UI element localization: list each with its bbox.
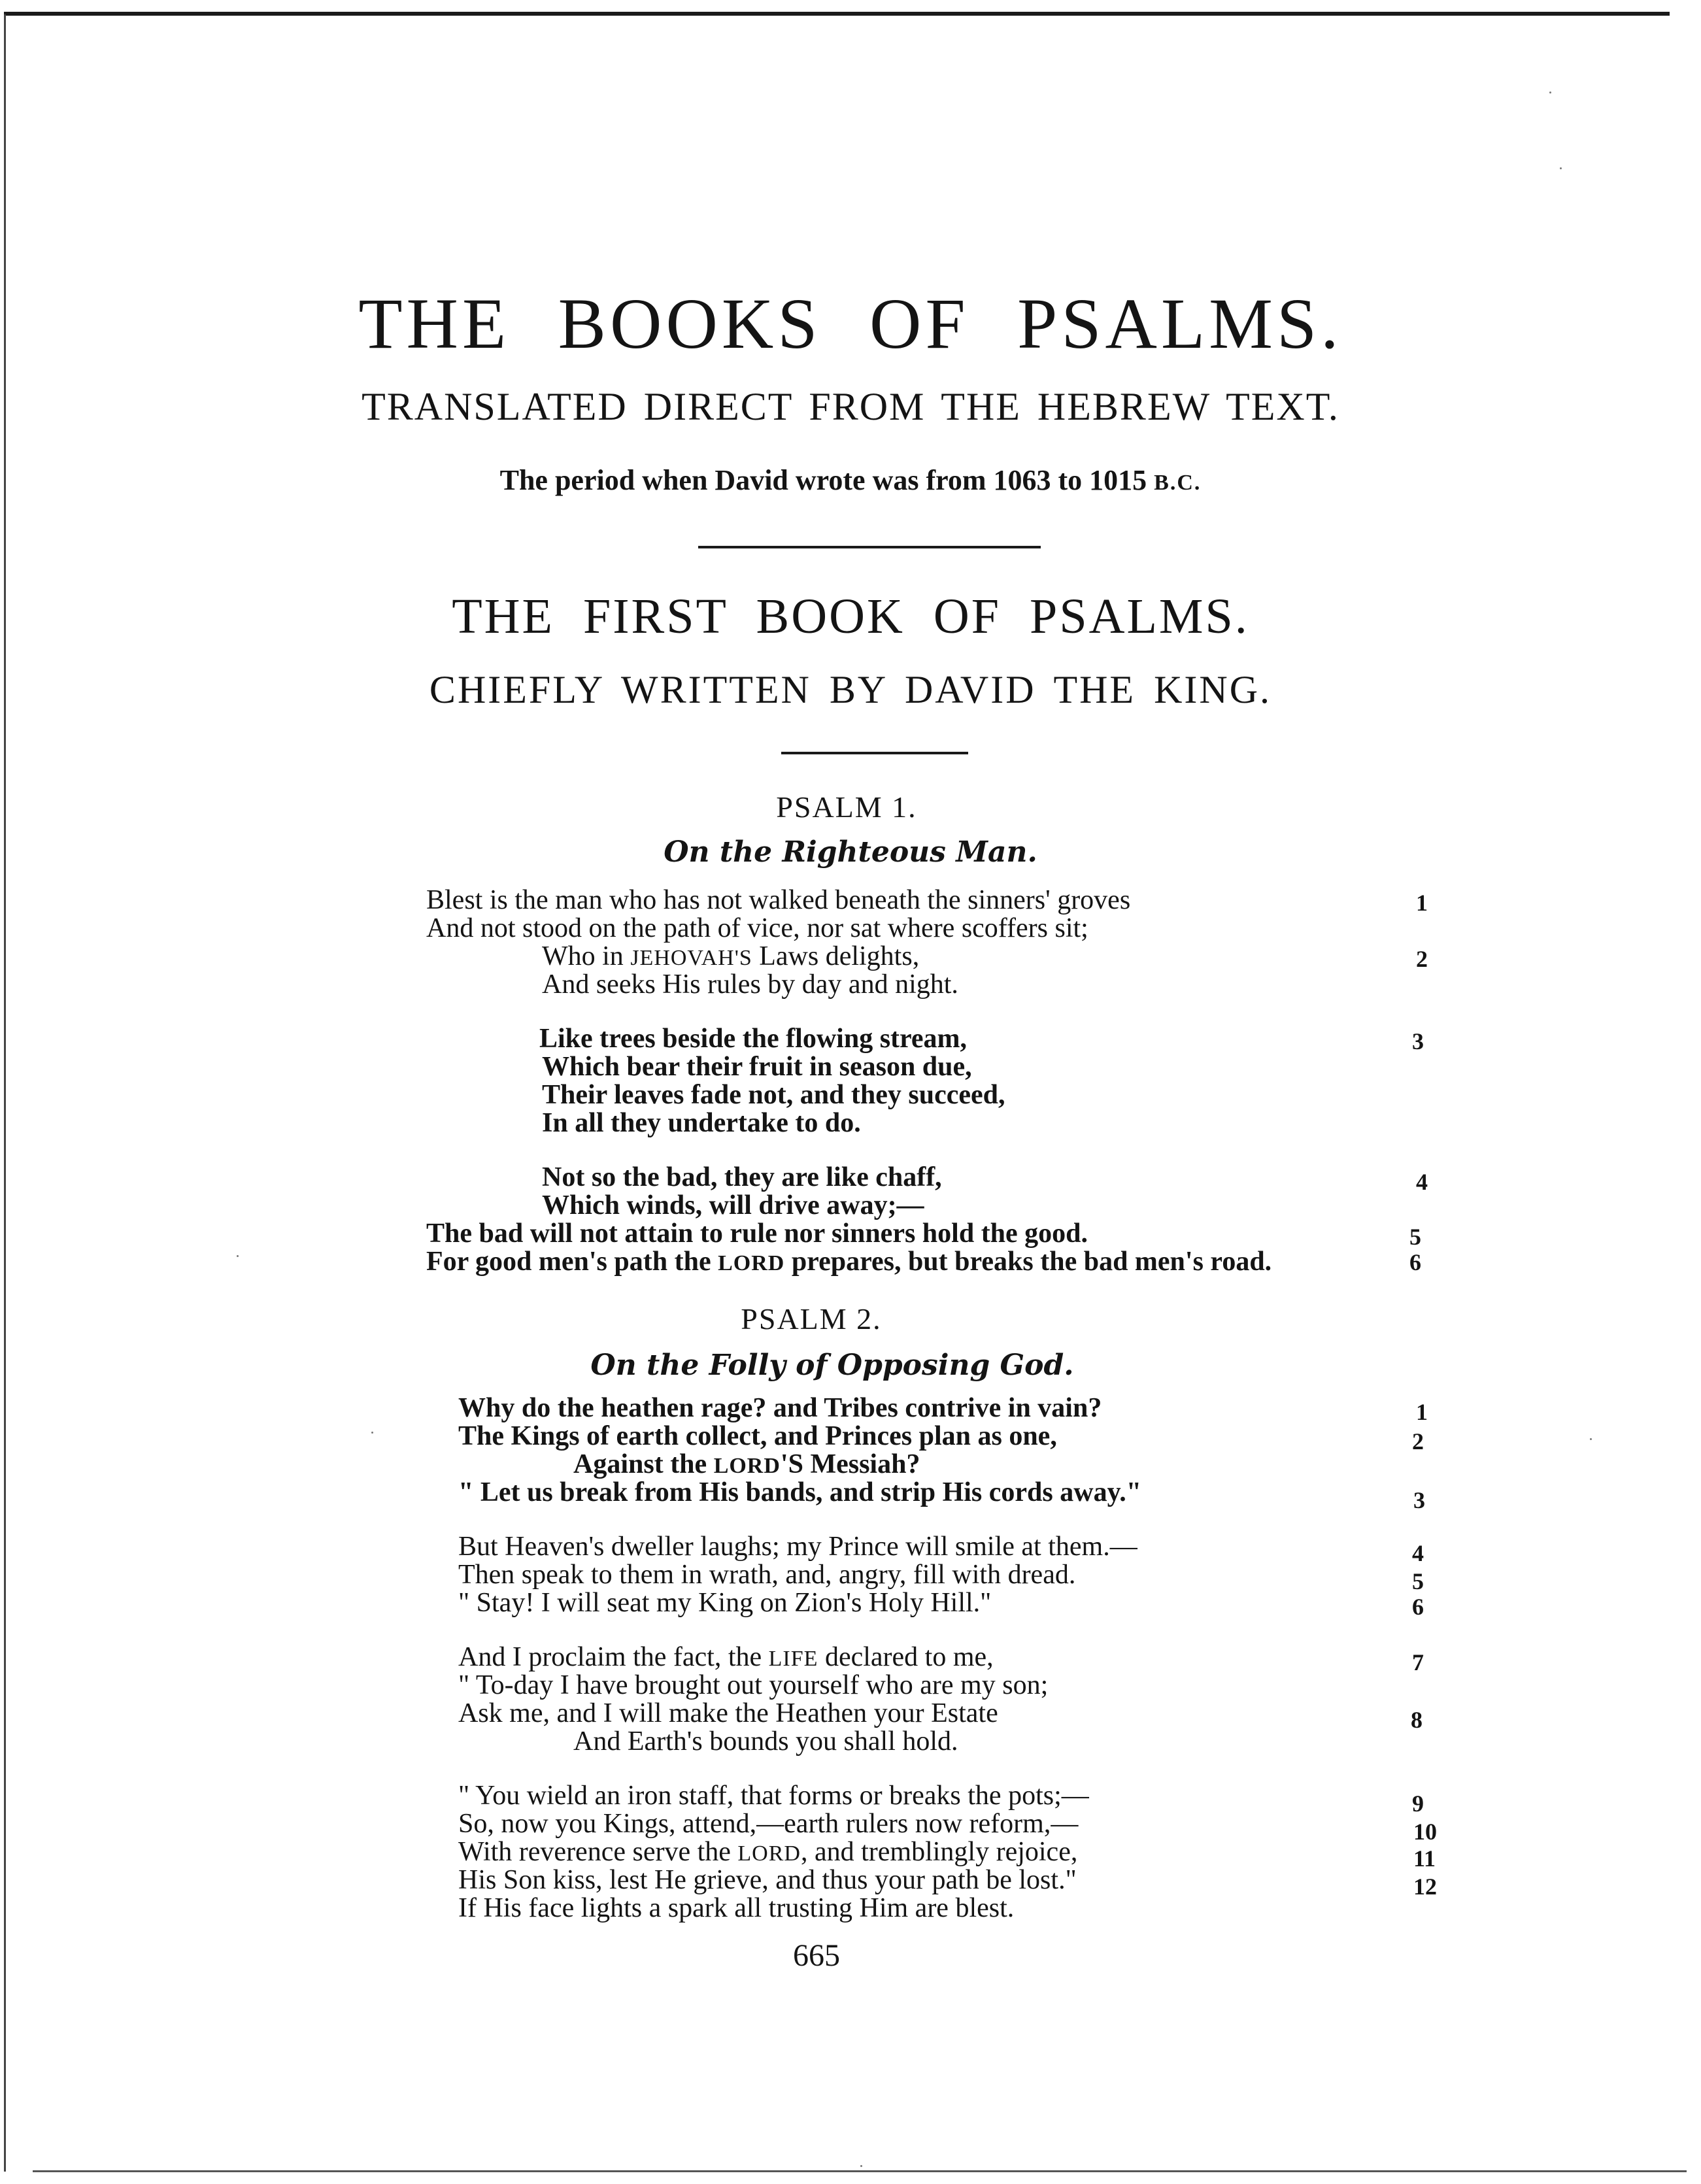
verse-number: 6 [1409, 1249, 1421, 1275]
psalm-1-line: Which winds, will drive away;— [542, 1190, 924, 1220]
psalm-1-line: The bad will not attain to rule nor sinners hold the good. [426, 1218, 1088, 1249]
psalm-2-line [458, 1838, 1077, 1866]
verse-number: 4 [1412, 1540, 1424, 1566]
book-divider [781, 752, 968, 754]
psalm-1-subheading: On the Righteous Man. [664, 835, 1037, 869]
psalm-2-heading: PSALM 2. [741, 1302, 882, 1336]
divine-name-lord: LORD [737, 1841, 801, 1866]
scan-speck [860, 2165, 862, 2167]
verse-number: 10 [1413, 1819, 1437, 1845]
book-subtitle: CHIEFLY WRITTEN BY DAVID THE KING. [429, 668, 1272, 711]
psalm-2-line-part: declared to me, [818, 1642, 994, 1672]
verse-number: 3 [1412, 1028, 1424, 1054]
psalm-2-line: Ask me, and I will make the Heathen your Estate [458, 1698, 998, 1728]
psalm-1-line: And seeks His rules by day and night. [542, 969, 958, 1000]
psalm-1-line: Their leaves fade not, and they succeed, [542, 1080, 1005, 1110]
psalm-1-line-part: Who in [542, 941, 631, 971]
psalm-2-line [458, 1643, 994, 1671]
divine-name-lord: LORD [713, 1454, 781, 1478]
period-note [0, 466, 1701, 495]
verse-number: 3 [1413, 1487, 1425, 1513]
verse-number: 6 [1412, 1594, 1424, 1620]
psalm-2-line-part: , and tremblingly rejoice, [800, 1837, 1078, 1867]
header-divider [698, 546, 1041, 548]
divine-name-life: LIFE [768, 1647, 818, 1671]
verse-number: 12 [1413, 1873, 1437, 1900]
psalm-1-line: Blest is the man who has not walked beneath the sinners' groves [426, 885, 1131, 915]
psalm-1-line-part: For good men's path the [426, 1247, 718, 1277]
verse-number: 7 [1412, 1649, 1424, 1675]
psalm-2-line: " Let us break from His bands, and strip His cords away." [458, 1477, 1142, 1507]
main-title: THE BOOKS OF PSALMS. [358, 284, 1343, 363]
psalm-2-line: But Heaven's dweller laughs; my Prince will smile at them.— [458, 1532, 1137, 1562]
psalm-1-line: Which bear their fruit in season due, [542, 1052, 972, 1082]
verse-number: 5 [1412, 1568, 1424, 1594]
psalm-2-line: And Earth's bounds you shall hold. [573, 1726, 958, 1756]
period-suffix: B.C. [1154, 471, 1202, 495]
psalm-1-line: And not stood on the path of vice, nor sat where scoffers sit; [426, 913, 1088, 943]
divine-name-lord: LORD [718, 1251, 785, 1275]
divine-name-jehovah: JEHOVAH'S [630, 946, 752, 970]
psalm-1-line-part: Laws delights, [752, 941, 920, 971]
verse-number: 5 [1409, 1224, 1421, 1250]
verse-number: 2 [1412, 1428, 1424, 1454]
psalm-2-line: Why do the heathen rage? and Tribes contrive in vain? [458, 1393, 1102, 1423]
psalm-2-line: " To-day I have brought out yourself who are my son; [458, 1670, 1049, 1700]
psalm-1-line-part: prepares, but breaks the bad men's road. [784, 1247, 1272, 1277]
book-title: THE FIRST BOOK OF PSALMS. [452, 589, 1249, 644]
verse-number: 9 [1412, 1790, 1424, 1817]
psalm-1-line [542, 943, 919, 970]
psalm-2-line: Then speak to them in wrath, and, angry, fill with dread. [458, 1560, 1076, 1590]
psalm-2-line: His Son kiss, lest He grieve, and thus your path be lost." [458, 1865, 1077, 1895]
psalm-1-line [426, 1248, 1272, 1275]
scan-speck [371, 1432, 373, 1434]
page-number: 665 [793, 1938, 840, 1973]
scan-speck [1549, 92, 1551, 93]
verse-number: 1 [1416, 1399, 1428, 1425]
main-subtitle: TRANSLATED DIRECT FROM THE HEBREW TEXT. [362, 385, 1339, 428]
psalm-2-line-part: With reverence serve the [458, 1837, 738, 1867]
top-border-rule [4, 12, 1670, 16]
psalm-1-line: Not so the bad, they are like chaff, [542, 1162, 942, 1192]
psalm-2-line: So, now you Kings, attend,—earth rulers now reform,— [458, 1809, 1079, 1839]
psalm-1-line: In all they undertake to do. [542, 1108, 861, 1138]
bottom-border-rule [33, 2170, 1687, 2172]
psalm-2-line-part: 'S Messiah? [780, 1449, 920, 1479]
psalm-2-line: The Kings of earth collect, and Princes plan as one, [458, 1421, 1057, 1451]
verse-number: 1 [1416, 890, 1428, 916]
psalm-2-line: " You wield an iron staff, that forms or breaks the pots;— [458, 1781, 1089, 1811]
psalm-1-line: Like trees beside the flowing stream, [539, 1024, 968, 1054]
scan-speck [237, 1255, 239, 1257]
psalm-2-line: If His face lights a spark all trusting Him are blest. [458, 1893, 1015, 1923]
verse-number: 4 [1416, 1169, 1428, 1195]
psalm-2-line: " Stay! I will seat my King on Zion's Holy Hill." [458, 1588, 992, 1618]
scan-speck [1590, 1438, 1592, 1440]
verse-number: 11 [1413, 1845, 1436, 1872]
period-text: The period when David wrote was from 1063 to 1015 [499, 464, 1147, 496]
verse-number: 2 [1416, 946, 1428, 972]
psalm-2-line-part: Against the [573, 1449, 714, 1479]
verse-number: 8 [1411, 1707, 1423, 1733]
psalm-1-heading: PSALM 1. [776, 790, 917, 824]
psalm-2-line [573, 1451, 920, 1478]
psalm-2-line-part: And I proclaim the fact, the [458, 1642, 769, 1672]
psalm-2-subheading: On the Folly of Opposing God. [590, 1349, 1074, 1382]
scan-speck [1560, 167, 1562, 169]
